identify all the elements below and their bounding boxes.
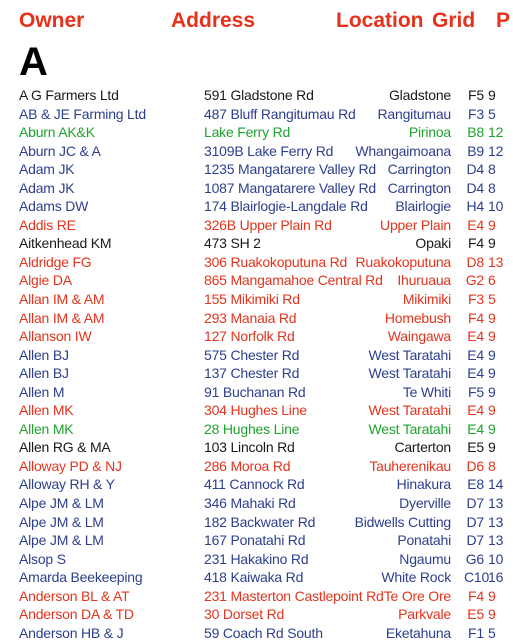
page-number: 9 bbox=[488, 383, 496, 400]
header-address: Address bbox=[171, 9, 256, 32]
owner-name: Anderson BL & AT bbox=[19, 587, 130, 604]
header-location: Location bbox=[336, 9, 424, 32]
grid-ref: G2 bbox=[465, 272, 484, 289]
page-number: 8 bbox=[488, 161, 496, 178]
location: Ihuruaua bbox=[397, 272, 451, 289]
location: Homebush bbox=[384, 309, 451, 326]
list-item bbox=[0, 457, 513, 476]
page-number: 9 bbox=[488, 309, 496, 326]
page-number: 9 bbox=[488, 216, 496, 233]
header-owner: Owner bbox=[19, 9, 85, 32]
page-number: 9 bbox=[488, 346, 496, 363]
grid-ref: E4 bbox=[467, 328, 484, 345]
page-number: 8 bbox=[488, 457, 496, 474]
location: West Taratahi bbox=[368, 365, 451, 382]
location: Ponatahi bbox=[397, 532, 451, 549]
section-letter: A bbox=[19, 40, 48, 84]
list-item bbox=[0, 587, 513, 606]
page-number: 9 bbox=[488, 587, 496, 604]
list-item bbox=[0, 475, 513, 494]
address: 865 Mangamahoe Central Rd bbox=[204, 272, 383, 289]
address: 91 Buchanan Rd bbox=[204, 383, 306, 400]
grid-ref: E4 bbox=[467, 420, 484, 437]
address: 293 Manaia Rd bbox=[204, 309, 297, 326]
address: 306 Ruakokoputuna Rd bbox=[204, 253, 348, 270]
location: Eketahuna bbox=[385, 624, 451, 641]
list-item bbox=[0, 383, 513, 402]
address: 231 Masterton Castlepoint Rd bbox=[204, 587, 384, 604]
location: Upper Plain bbox=[380, 216, 451, 233]
page-number: 9 bbox=[488, 402, 496, 419]
list-item bbox=[0, 346, 513, 365]
grid-ref: B9 bbox=[467, 142, 484, 159]
address: 155 Mikimiki Rd bbox=[204, 291, 300, 308]
location: Blairlogie bbox=[395, 198, 451, 215]
grid-ref: E4 bbox=[467, 365, 484, 382]
page-number: 16 bbox=[488, 569, 504, 586]
grid-ref: H4 bbox=[466, 198, 484, 215]
grid-ref: E8 bbox=[467, 476, 484, 493]
owner-name: Anderson DA & TD bbox=[19, 606, 134, 623]
list-item bbox=[0, 123, 513, 142]
page-number: 12 bbox=[488, 142, 504, 159]
owner-name: Aldridge FG bbox=[19, 253, 92, 270]
list-item bbox=[0, 271, 513, 290]
list-item bbox=[0, 550, 513, 569]
page-number: 13 bbox=[488, 513, 504, 530]
owner-name: Allen BJ bbox=[19, 346, 69, 363]
list-item bbox=[0, 160, 513, 179]
owner-name: A G Farmers Ltd bbox=[19, 87, 119, 103]
location: West Taratahi bbox=[368, 420, 451, 437]
page-number: 10 bbox=[488, 198, 504, 215]
owner-name: Allen MK bbox=[19, 402, 74, 419]
page-number: 12 bbox=[488, 124, 504, 141]
owner-name: Aburn AK&K bbox=[19, 124, 95, 141]
page-number: 14 bbox=[488, 476, 504, 493]
address: 182 Backwater Rd bbox=[204, 513, 316, 530]
list-item bbox=[0, 568, 513, 587]
owner-name: Alpe JM & LM bbox=[19, 513, 104, 530]
address: 28 Hughes Line bbox=[204, 420, 300, 437]
location: West Taratahi bbox=[368, 346, 451, 363]
header-page: P bbox=[496, 9, 511, 32]
list-item bbox=[0, 438, 513, 457]
address: 326B Upper Plain Rd bbox=[204, 216, 332, 233]
grid-ref: F4 bbox=[468, 309, 484, 326]
address: 473 SH 2 bbox=[204, 235, 261, 252]
grid-ref: G6 bbox=[465, 550, 484, 567]
page-number: 9 bbox=[488, 439, 496, 456]
grid-ref: D7 bbox=[466, 513, 484, 530]
grid-ref: E4 bbox=[467, 402, 484, 419]
location: Parkvale bbox=[398, 606, 451, 623]
location: White Rock bbox=[381, 569, 451, 586]
list-item bbox=[0, 605, 513, 624]
address: 575 Chester Rd bbox=[204, 346, 300, 363]
grid-ref: F3 bbox=[468, 105, 484, 122]
owner-name: Allen MK bbox=[19, 420, 74, 437]
location: Ngaumu bbox=[399, 550, 451, 567]
grid-ref: F4 bbox=[468, 235, 484, 252]
page-number: 9 bbox=[488, 235, 496, 252]
list-item bbox=[0, 327, 513, 346]
owner-name: Allen RG & MA bbox=[19, 439, 111, 456]
owner-name: Adam JK bbox=[19, 179, 75, 196]
address: 487 Bluff Rangitumau Rd bbox=[204, 105, 356, 122]
grid-ref: F4 bbox=[468, 587, 484, 604]
location: Mikimiki bbox=[402, 291, 451, 308]
list-item bbox=[0, 197, 513, 216]
grid-ref: E5 bbox=[467, 606, 484, 623]
page-number: 13 bbox=[488, 495, 504, 512]
address: 59 Coach Rd South bbox=[204, 624, 323, 641]
grid-ref: B8 bbox=[467, 124, 484, 141]
owner-name: Alsop S bbox=[19, 550, 66, 567]
header-grid: Grid bbox=[432, 9, 476, 32]
address: 167 Ponatahi Rd bbox=[204, 532, 306, 549]
list-item bbox=[0, 253, 513, 272]
grid-ref: E5 bbox=[467, 439, 484, 456]
page-number: 5 bbox=[488, 291, 496, 308]
owner-name: Allan IM & AM bbox=[19, 291, 105, 308]
grid-ref: F3 bbox=[468, 291, 484, 308]
list-item bbox=[0, 290, 513, 309]
location: Hinakura bbox=[396, 476, 451, 493]
address: 174 Blairlogie-Langdale Rd bbox=[204, 198, 368, 215]
address: 304 Hughes Line bbox=[204, 402, 307, 419]
page-number: 5 bbox=[488, 105, 496, 122]
page-number: 13 bbox=[488, 253, 504, 270]
directory-list bbox=[0, 86, 513, 642]
location: Ruakokoputuna bbox=[355, 253, 451, 270]
owner-name: Adam JK bbox=[19, 161, 75, 178]
grid-ref: D4 bbox=[466, 179, 484, 196]
owner-name: Allanson IW bbox=[19, 328, 92, 345]
address: 127 Norfolk Rd bbox=[204, 328, 295, 345]
address: 591 Gladstone Rd bbox=[204, 87, 314, 103]
grid-ref: F1 bbox=[468, 624, 484, 641]
list-item bbox=[0, 401, 513, 420]
list-item bbox=[0, 216, 513, 235]
location: Gladstone bbox=[388, 87, 451, 103]
page-number: 9 bbox=[488, 365, 496, 382]
owner-name: Aburn JC & A bbox=[19, 142, 101, 159]
grid-ref: D7 bbox=[466, 532, 484, 549]
address: 346 Mahaki Rd bbox=[204, 495, 296, 512]
location: Carrington bbox=[387, 179, 451, 196]
location: Pirinoa bbox=[408, 124, 451, 141]
owner-name: Addis RE bbox=[19, 216, 76, 233]
owner-name: Alloway PD & NJ bbox=[19, 457, 122, 474]
owner-name: AB & JE Farming Ltd bbox=[19, 105, 146, 122]
owner-name: Amarda Beekeeping bbox=[19, 569, 143, 586]
page-number: 9 bbox=[488, 328, 496, 345]
location: Dyerville bbox=[399, 495, 451, 512]
list-item bbox=[0, 494, 513, 513]
page-number: 6 bbox=[488, 272, 496, 289]
location: Opaki bbox=[415, 235, 451, 252]
list-item bbox=[0, 513, 513, 532]
location: Rangitumau bbox=[377, 105, 451, 122]
page-number: 10 bbox=[488, 550, 504, 567]
owner-name: Anderson HB & J bbox=[19, 624, 124, 641]
location: Whangaimoana bbox=[355, 142, 451, 159]
grid-ref: D7 bbox=[466, 495, 484, 512]
location: Te Ore Ore bbox=[383, 587, 451, 604]
owner-name: Alpe JM & LM bbox=[19, 495, 104, 512]
page-number: 13 bbox=[488, 532, 504, 549]
address: 103 Lincoln Rd bbox=[204, 439, 295, 456]
grid-ref: F5 bbox=[468, 383, 484, 400]
location: Waingawa bbox=[387, 328, 451, 345]
address: 30 Dorset Rd bbox=[204, 606, 285, 623]
owner-name: Alpe JM & LM bbox=[19, 532, 104, 549]
grid-ref: D6 bbox=[466, 457, 484, 474]
address: 418 Kaiwaka Rd bbox=[204, 569, 304, 586]
location: Carterton bbox=[394, 439, 451, 456]
page-number: 9 bbox=[488, 420, 496, 437]
owner-name: Adams DW bbox=[19, 198, 89, 215]
address: 137 Chester Rd bbox=[204, 365, 300, 382]
page-number: 5 bbox=[488, 624, 496, 641]
grid-ref: D4 bbox=[466, 161, 484, 178]
location: West Taratahi bbox=[368, 402, 451, 419]
owner-name: Algie DA bbox=[19, 272, 72, 289]
list-item bbox=[0, 105, 513, 124]
location: Carrington bbox=[387, 161, 451, 178]
page-number: 9 bbox=[488, 606, 496, 623]
page-number: 9 bbox=[488, 87, 496, 103]
list-item bbox=[0, 179, 513, 198]
list-item bbox=[0, 309, 513, 328]
list-item bbox=[0, 531, 513, 550]
address: 231 Hakakino Rd bbox=[204, 550, 309, 567]
page-number: 8 bbox=[488, 179, 496, 196]
owner-name: Allan IM & AM bbox=[19, 309, 105, 326]
list-item bbox=[0, 142, 513, 161]
owner-name: Allen BJ bbox=[19, 365, 69, 382]
grid-ref: E4 bbox=[467, 216, 484, 233]
grid-ref: C10 bbox=[464, 569, 490, 586]
address: Lake Ferry Rd bbox=[204, 124, 291, 141]
list-item bbox=[0, 624, 513, 643]
address: 1087 Mangatarere Valley Rd bbox=[204, 179, 376, 196]
address: 286 Moroa Rd bbox=[204, 457, 291, 474]
grid-ref: E4 bbox=[467, 346, 484, 363]
list-item bbox=[0, 86, 513, 105]
list-item bbox=[0, 364, 513, 383]
owner-name: Alloway RH & Y bbox=[19, 476, 115, 493]
address: 411 Cannock Rd bbox=[204, 476, 305, 493]
address: 3109B Lake Ferry Rd bbox=[204, 142, 334, 159]
location: Tauherenikau bbox=[369, 457, 451, 474]
owner-name: Allen M bbox=[19, 383, 65, 400]
owner-name: Aitkenhead KM bbox=[19, 235, 112, 252]
grid-ref: D8 bbox=[466, 253, 484, 270]
location: Bidwells Cutting bbox=[354, 513, 451, 530]
list-item bbox=[0, 420, 513, 439]
address: 1235 Mangatarere Valley Rd bbox=[204, 161, 376, 178]
list-item bbox=[0, 234, 513, 253]
location: Te Whiti bbox=[402, 383, 451, 400]
grid-ref: F5 bbox=[468, 87, 484, 103]
